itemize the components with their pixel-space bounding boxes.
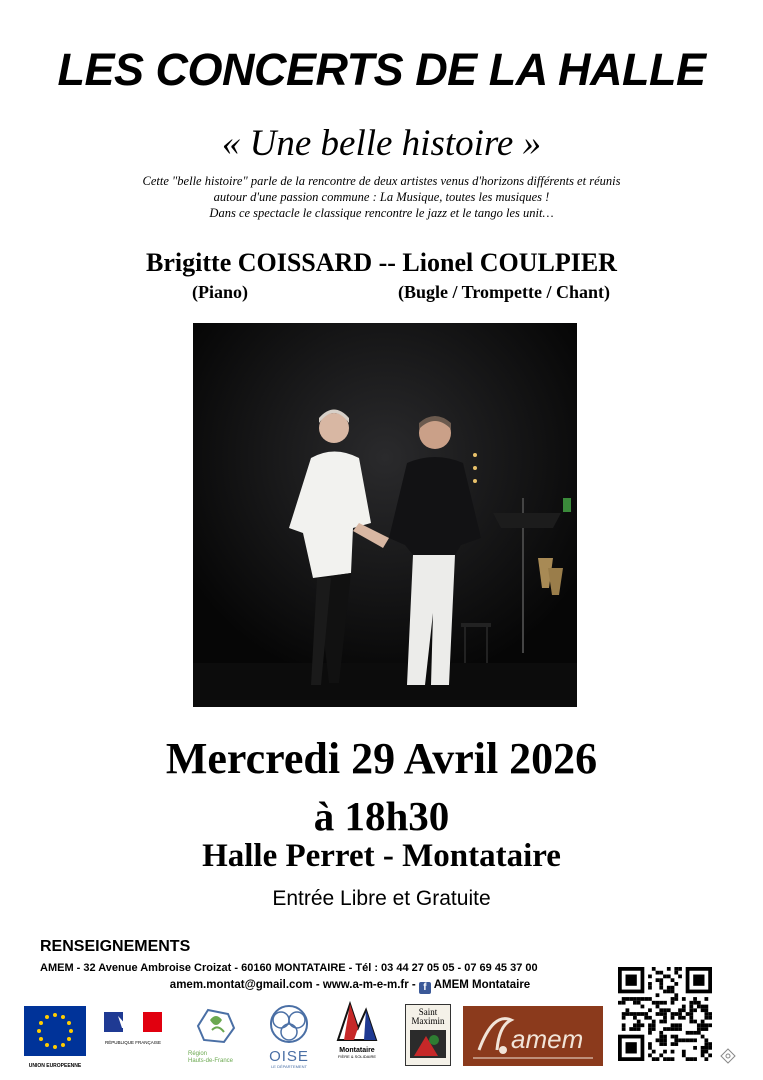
amem-label: amem <box>511 1024 584 1054</box>
entry-info: Entrée Libre et Gratuite <box>272 887 491 910</box>
description-line: Dans ce spectacle le classique rencontre le jazz et le tango les unit… <box>209 206 554 220</box>
saint-maximin-emblem-icon <box>406 1026 450 1062</box>
montataire-emblem-icon <box>328 1000 386 1042</box>
region-logo <box>186 1008 244 1066</box>
poster-title: LES CONCERTS DE LA HALLE <box>57 44 706 95</box>
description-line: Cette "belle histoire" parle de la rencontre de deux artistes venus d'horizons différents et réunis <box>142 174 621 188</box>
corner-mark-icon <box>720 1048 736 1064</box>
montataire-sublabel: FIÈRE & SOLIDAIRE <box>337 1054 376 1059</box>
qr-code-icon <box>618 967 712 1061</box>
oise-logo <box>256 1004 322 1070</box>
amem-logo <box>463 1006 603 1066</box>
saint-maximin-label-1: Saint <box>418 1007 438 1017</box>
region-label <box>186 1051 244 1065</box>
info-heading: RENSEIGNEMENTS <box>40 938 191 955</box>
republique-label: RÉPUBLIQUE FRANÇAISE <box>104 1040 161 1045</box>
region-label-line2: Hauts-de-France <box>188 1058 234 1064</box>
facebook-page[interactable]: AMEM Montataire <box>433 979 531 991</box>
oise-emblem-icon <box>256 1004 322 1044</box>
poster-subtitle: « Une belle histoire » <box>221 123 542 164</box>
tricolor-icon <box>104 1012 162 1032</box>
contact-email-web[interactable]: amem.montat@gmail.com - www.a-m-e-m.fr - <box>169 979 416 991</box>
region-map-icon <box>186 1008 244 1046</box>
info-address: AMEM - 32 Avenue Ambroise Croizat - 60160 MONTATAIRE - Tél : 03 44 27 05 05 - 07 69 45 37 00 <box>40 962 538 974</box>
event-time: à 18h30 <box>313 793 450 839</box>
event-date: Mercredi 29 Avril 2026 <box>165 734 598 783</box>
oise-label: OISE <box>269 1048 309 1065</box>
saint-maximin-logo <box>405 1004 451 1066</box>
concert-photo <box>193 323 577 707</box>
saint-maximin-label-2: Maximin <box>411 1016 445 1026</box>
region-label-line1: Région <box>188 1051 208 1057</box>
photo-illustration <box>193 323 577 707</box>
eu-logo <box>24 1006 86 1068</box>
qr-code[interactable] <box>618 967 712 1061</box>
description <box>0 173 763 221</box>
montataire-logo <box>328 1000 386 1064</box>
instrument-piano: (Piano) <box>192 282 248 302</box>
montataire-label: Montataire <box>339 1047 375 1054</box>
artists-names: Brigitte COISSARD -- Lionel COULPIER <box>146 248 617 277</box>
eu-label: UNION EUROPEENNE <box>28 1063 82 1069</box>
republique-francaise-logo <box>104 1012 162 1052</box>
event-venue: Halle Perret - Montataire <box>202 838 561 874</box>
facebook-icon: f <box>419 982 431 994</box>
info-contact <box>100 979 600 994</box>
description-line: autour d'une passion commune : La Musique, toutes les musiques ! <box>213 190 550 204</box>
oise-sublabel: LE DÉPARTEMENT <box>271 1064 307 1069</box>
eu-flag-icon <box>24 1006 86 1056</box>
instrument-bugle: (Bugle / Trompette / Chant) <box>398 282 610 302</box>
